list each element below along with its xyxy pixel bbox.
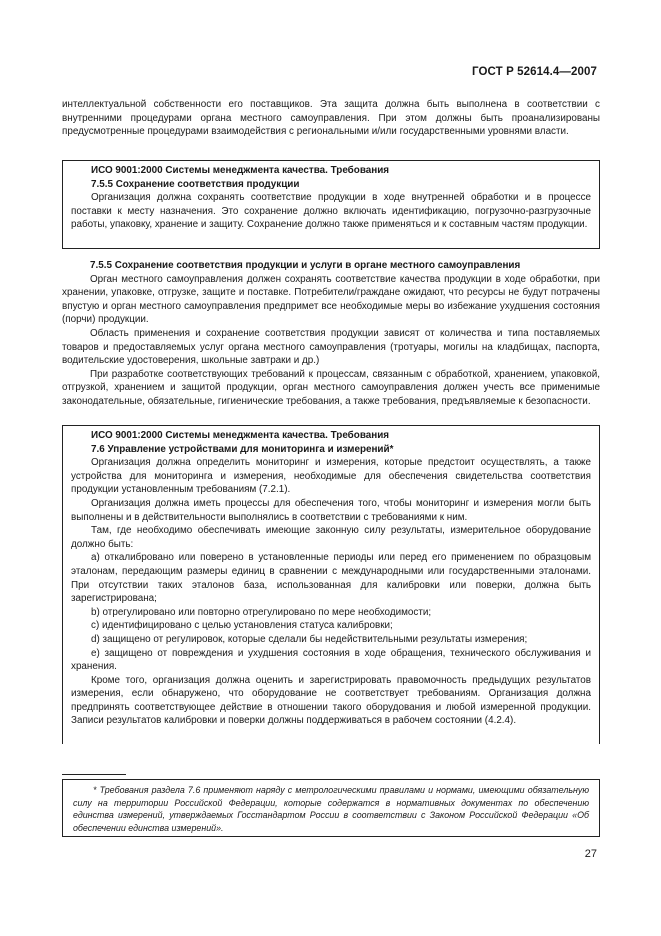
box2-list-item: c) идентифицировано с целью установления статуса калибровки;: [91, 620, 393, 632]
box2-paragraph: Там, где необходимо обеспечивать имеющие законную силу результаты, измерительное оборудование должно быть:: [71, 525, 591, 550]
box1-standard-title: ИСО 9001:2000 Системы менеджмента качества. Требования: [91, 165, 390, 176]
document-id: ГОСТ Р 52614.4—2007: [472, 66, 597, 78]
box1-clause-title: 7.5.5 Сохранение соответствия продукции: [91, 178, 300, 190]
footnote-divider: [62, 774, 126, 775]
footnote-box: [62, 779, 600, 837]
section-paragraph: Орган местного самоуправления должен сохранять соответствие качества продукции в ходе обработки, при хранении, упаковке, отгрузке, защите и поставке. Потребители/граждане ожидают, что ресурсы не будут потрачены впустую и орган местного самоуправления предпримет все необходимые меры во избежание ухудшения состояния (порчи) продукции.: [62, 273, 600, 326]
intro-paragraph: интеллектуальной собственности его поставщиков. Эта защита должна быть выполнена в соответствии с внутренними процедурами органа местного самоуправления. При этом должны быть проанализированы предусмотренные процедурами взаимодействия с региональными и/или государственными уровнями власти.: [62, 99, 600, 138]
box2-standard-title: ИСО 9001:2000 Системы менеджмента качества. Требования: [91, 430, 390, 441]
section-paragraph: Область применения и сохранение соответствия продукции зависят от количества и типа поставляемых товаров и предоставляемых услуг органа местного самоуправления (тротуары, могилы на кладбищах, паспорта, водительские удостоверения, школьные завтраки и др.): [62, 327, 600, 367]
iso-requirement-box-7-6: [62, 425, 600, 744]
box2-paragraph: Организация должна определить мониторинг и измерения, которые предстоит осуществлять, а также устройства для мониторинга и измерения, необходимые для обеспечения свидетельства соответствия продукции установленным требованиям (7.2.1).: [71, 457, 591, 496]
intro-block: [62, 98, 600, 139]
box2-clause-title: 7.6 Управление устройствами для мониторинга и измерений*: [91, 443, 394, 455]
box2-paragraph: Организация должна иметь процессы для обеспечения того, чтобы мониторинг и измерения могли быть выполнены и в действительности выполнялись в соответствии с требованиями к ним.: [71, 497, 591, 523]
page-number: 27: [584, 848, 597, 860]
section-heading: 7.5.5 Сохранение соответствия продукции и услуги в органе местного самоуправления: [90, 260, 521, 271]
box2-list-item: e) защищено от повреждения и ухудшения состояния в ходе обращения, технического обслуживания и хранения.: [71, 647, 591, 673]
footnote-text: * Требования раздела 7.6 применяют наряду с метрологическими правилами и нормами, имеющими обязательную силу на территории Российской Федерации, которые содержатся в нормативных документах по обеспечению единства измерений, утверждаемых Госстандартом России в соответствии с Законом Российской Федерации «Об обеспечении единства измерений».: [73, 785, 589, 833]
section-paragraph: При разработке соответствующих требований к процессам, связанным с обработкой, хранением, упаковкой, отгрузкой, хранением и защитой продукции, орган местного самоуправления должен учесть все применимые законодательные, обязательные, гигиенические требования, а также требования, предъявляемые к безопасности.: [62, 368, 600, 407]
box2-list-item: d) защищено от регулировок, которые сделали бы недействительными результаты измерения;: [91, 633, 528, 645]
box2-list-item: b) отрегулировано или повторно отрегулировано по мере необходимости;: [91, 606, 432, 618]
section-7-5-5: [62, 259, 600, 409]
iso-requirement-box-7-5-5: [62, 160, 600, 249]
box2-paragraph: Кроме того, организация должна оценить и зарегистрировать правомочность предыдущих результатов измерения, если обнаружено, что оборудование не соответствует требованиям. Организация должна предпринять соответствующее действие в отношении такого оборудования и любой измеренной продукции. Записи результатов калибровки и поверки должны поддерживаться в рабочем состоянии (4.2.4).: [71, 674, 591, 727]
box2-list-item: a) откалибровано или поверено в установленные периоды или перед его применением по образцовым эталонам, передающим размеры единиц в сравнении с международными или государственными эталонами. При отсутствии таких эталонов база, использованная для калибровки или поверки, должна быть зарегистрирована;: [71, 552, 591, 605]
box1-paragraph: Организация должна сохранять соответствие продукции в ходе внутренней обработки и в процессе поставки к месту назначения. Это сохранение должно включать идентификацию, погрузочно-разгрузочные работы, упаковку, хранение и защиту. Сохранение должно также применяться и к составным частям продукции.: [71, 192, 591, 231]
